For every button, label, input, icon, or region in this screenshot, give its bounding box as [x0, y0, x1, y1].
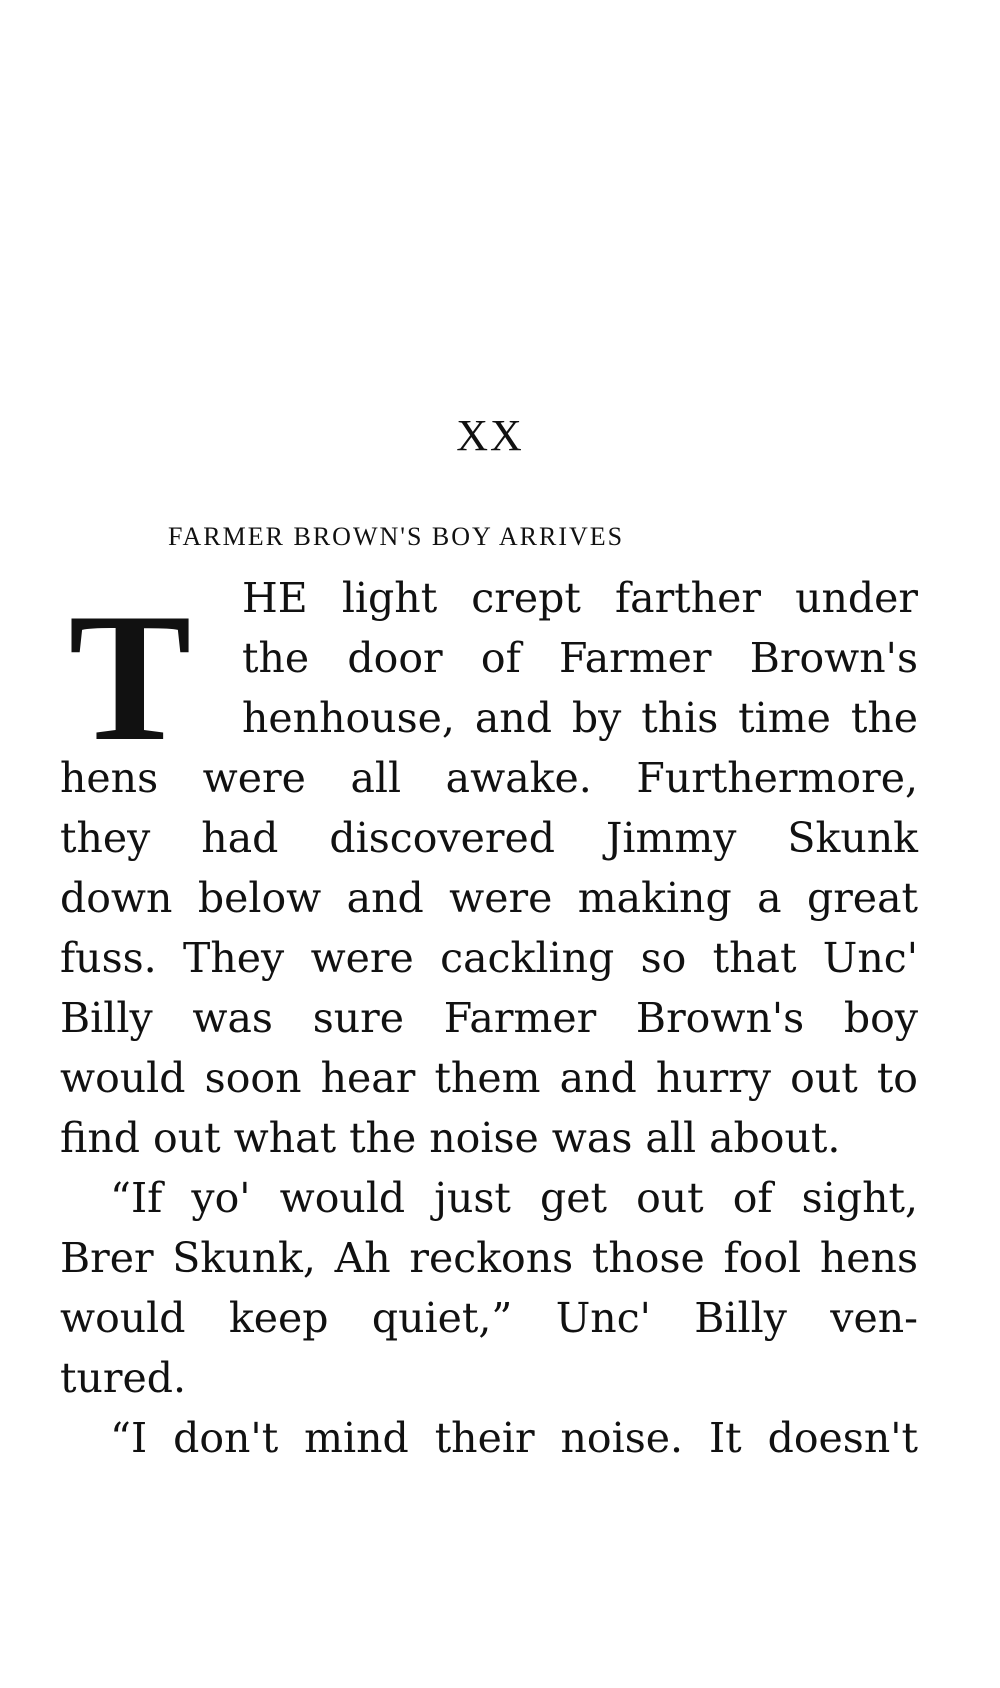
text-line: find out what the noise was all about. — [60, 1114, 841, 1162]
text-line: “I don't mind their noise. It doesn't — [110, 1414, 918, 1462]
text-line: would keep quiet,” Unc' Billy ven- — [60, 1294, 918, 1342]
text-line: they had discovered Jimmy Skunk — [60, 814, 918, 862]
text-line: tured. — [60, 1354, 187, 1402]
text-line: the door of Farmer Brown's — [242, 634, 918, 682]
text-line: fuss. They were cackling so that Unc' — [60, 934, 918, 982]
text-line: would soon hear them and hurry out to — [60, 1054, 918, 1102]
chapter-number: XX — [456, 411, 524, 460]
text-line: “If yo' would just get out of sight, — [110, 1174, 918, 1222]
drop-cap: T — [68, 575, 192, 779]
text-line: henhouse, and by this time the — [242, 694, 918, 742]
chapter-title: FARMER BROWN'S BOY ARRIVES — [168, 522, 625, 551]
text-line: Billy was sure Farmer Brown's boy — [60, 994, 918, 1042]
text-line: down below and were making a great — [60, 874, 918, 922]
text-line: HE light crept farther under — [242, 574, 918, 622]
text-line: Brer Skunk, Ah reckons those fool hens — [60, 1234, 918, 1282]
text-line: hens were all awake. Furthermore, — [60, 754, 918, 802]
